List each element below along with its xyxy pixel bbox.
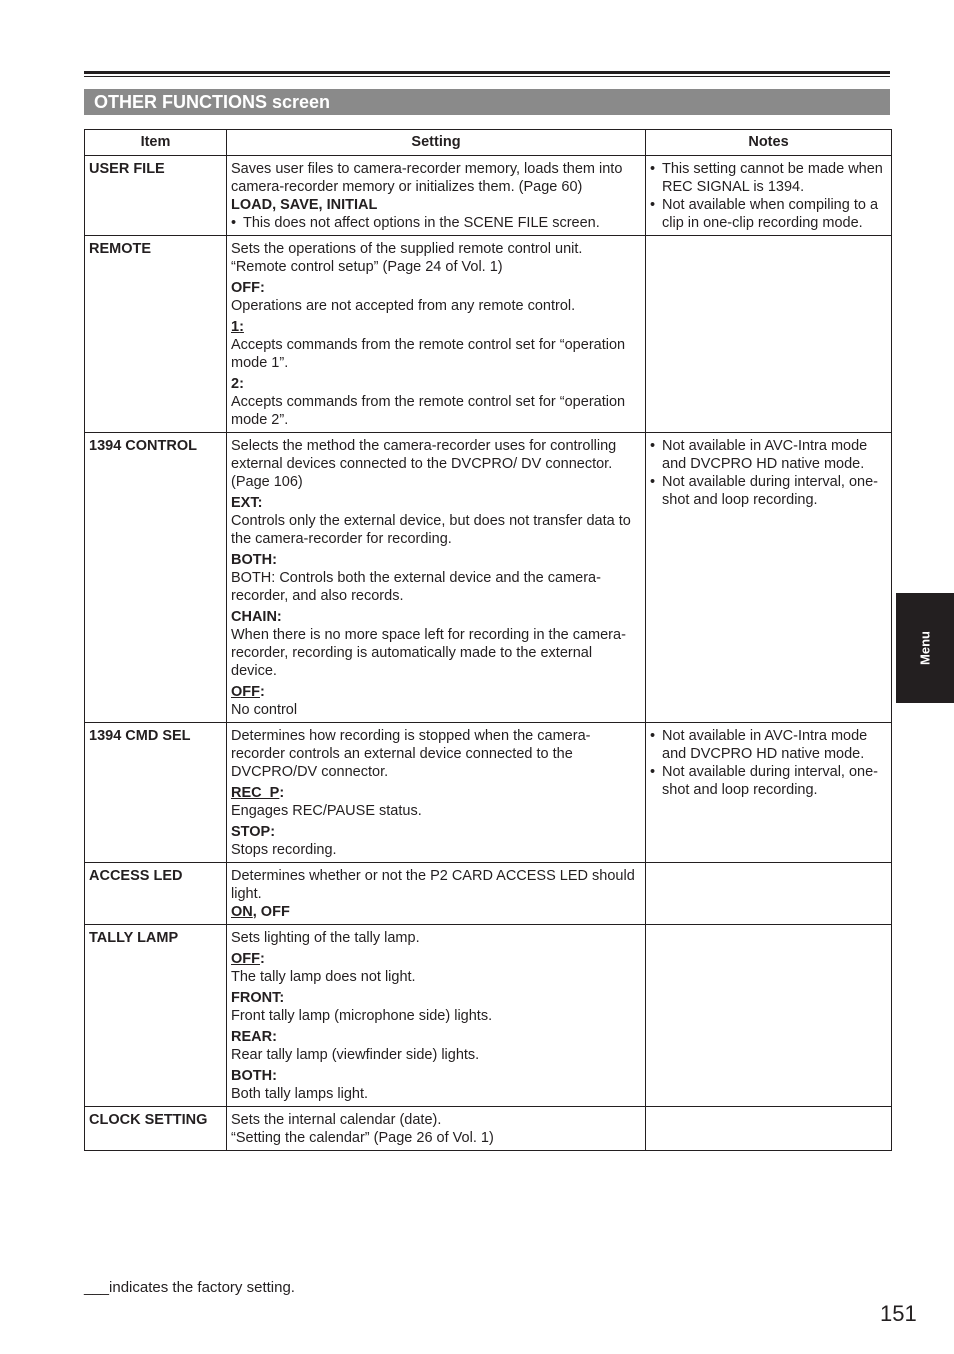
option-desc: Operations are not accepted from any remote control. [231, 298, 576, 314]
setting-bullet: • This does not affect options in the SCENE FILE screen. [231, 214, 641, 232]
note-item: • This setting cannot be made when REC SIGNAL is 1394. [650, 160, 887, 196]
option-desc: Both tally lamps light. [231, 1086, 369, 1102]
option-values: ON, OFF [231, 904, 290, 920]
setting-desc: Determines whether or not the P2 CARD ACCESS LED should light. [231, 868, 635, 902]
setting-desc: Sets the operations of the supplied remote control unit. [231, 241, 583, 257]
header-item: Item [85, 130, 227, 156]
notes-cell [646, 925, 892, 1107]
option-label: STOP: [231, 824, 276, 840]
notes-cell [646, 433, 892, 723]
setting-desc: Sets lighting of the tally lamp. [231, 930, 420, 946]
table-row [85, 433, 892, 723]
page-number: 151 [880, 1301, 917, 1326]
setting-cell [227, 433, 646, 723]
notes-cell [646, 1107, 892, 1151]
option-values: LOAD, SAVE, INITIAL [231, 197, 378, 213]
setting-desc: Saves user files to camera-recorder memory, loads them into camera-recorder memory or initializes them. (Page 60) [231, 161, 623, 195]
option-desc: Front tally lamp (microphone side) lights. [231, 1008, 493, 1024]
section-title: OTHER FUNCTIONS screen [84, 89, 890, 115]
notes-cell [646, 723, 892, 863]
setting-cell [227, 723, 646, 863]
option-label: BOTH: [231, 552, 277, 568]
item-name: TALLY LAMP [85, 925, 227, 1107]
option-label: 1: [231, 319, 244, 335]
item-name: CLOCK SETTING [85, 1107, 227, 1151]
option-desc: Controls only the external device, but does not transfer data to the camera-recorder for recording. [231, 513, 631, 547]
notes-cell [646, 156, 892, 236]
header-notes: Notes [646, 130, 892, 156]
option-desc: No control [231, 702, 298, 718]
table-row [85, 925, 892, 1107]
option-desc: BOTH: Controls both the external device and the camera-recorder, and also records. [231, 570, 601, 604]
menu-side-tab [896, 593, 954, 703]
setting-cell [227, 1107, 646, 1151]
top-rule-thick [84, 71, 890, 74]
item-name: USER FILE [85, 156, 227, 236]
setting-cell [227, 236, 646, 433]
setting-cell [227, 925, 646, 1107]
option-label: OFF: [231, 280, 265, 296]
option-label: OFF: [231, 684, 265, 700]
note-item: • Not available in AVC-Intra mode and DVCPRO HD native mode. [650, 437, 887, 473]
item-name: 1394 CONTROL [85, 433, 227, 723]
setting-desc: “Remote control setup” (Page 24 of Vol. 1) [231, 259, 503, 275]
option-desc: The tally lamp does not light. [231, 969, 416, 985]
option-desc: Engages REC/PAUSE status. [231, 803, 422, 819]
settings-table [84, 129, 892, 1151]
notes-cell [646, 863, 892, 925]
option-label: FRONT: [231, 990, 285, 1006]
setting-cell [227, 863, 646, 925]
option-desc: Accepts commands from the remote control set for “operation mode 1”. [231, 337, 626, 371]
side-tab-label: Menu [917, 631, 933, 665]
item-name: REMOTE [85, 236, 227, 433]
setting-desc: Selects the method the camera-recorder uses for controlling external devices connected to the DVCPRO/ DV connector. (Page 106) [231, 438, 617, 490]
table-row [85, 156, 892, 236]
setting-desc: Determines how recording is stopped when the camera-recorder controls an external device connected to the DVCPRO/DV connector. [231, 728, 591, 780]
table-row [85, 723, 892, 863]
header-setting: Setting [227, 130, 646, 156]
note-item: • Not available during interval, one-shot and loop recording. [650, 473, 887, 509]
option-label: CHAIN: [231, 609, 282, 625]
note-item: • Not available in AVC-Intra mode and DVCPRO HD native mode. [650, 727, 887, 763]
factory-setting-note: ___indicates the factory setting. [84, 1279, 295, 1296]
option-desc: Rear tally lamp (viewfinder side) lights. [231, 1047, 480, 1063]
option-label: BOTH: [231, 1068, 277, 1084]
option-label: OFF: [231, 951, 265, 967]
item-name: 1394 CMD SEL [85, 723, 227, 863]
option-label: REC_P: [231, 785, 285, 801]
top-rule-thin [84, 76, 890, 77]
note-item: • Not available when compiling to a clip in one-clip recording mode. [650, 196, 887, 232]
table-row [85, 863, 892, 925]
table-row [85, 236, 892, 433]
option-label: EXT: [231, 495, 263, 511]
option-desc: Stops recording. [231, 842, 337, 858]
option-label: 2: [231, 376, 244, 392]
option-desc: Accepts commands from the remote control set for “operation mode 2”. [231, 394, 626, 428]
option-label: REAR: [231, 1029, 277, 1045]
setting-cell [227, 156, 646, 236]
option-desc: When there is no more space left for recording in the camera-recorder, recording is automatically made to the external device. [231, 627, 626, 679]
setting-desc: “Setting the calendar” (Page 26 of Vol. 1) [231, 1130, 494, 1146]
table-header-row [85, 130, 892, 156]
item-name: ACCESS LED [85, 863, 227, 925]
table-row [85, 1107, 892, 1151]
notes-cell [646, 236, 892, 433]
setting-desc: Sets the internal calendar (date). [231, 1112, 442, 1128]
note-item: • Not available during interval, one-shot and loop recording. [650, 763, 887, 799]
